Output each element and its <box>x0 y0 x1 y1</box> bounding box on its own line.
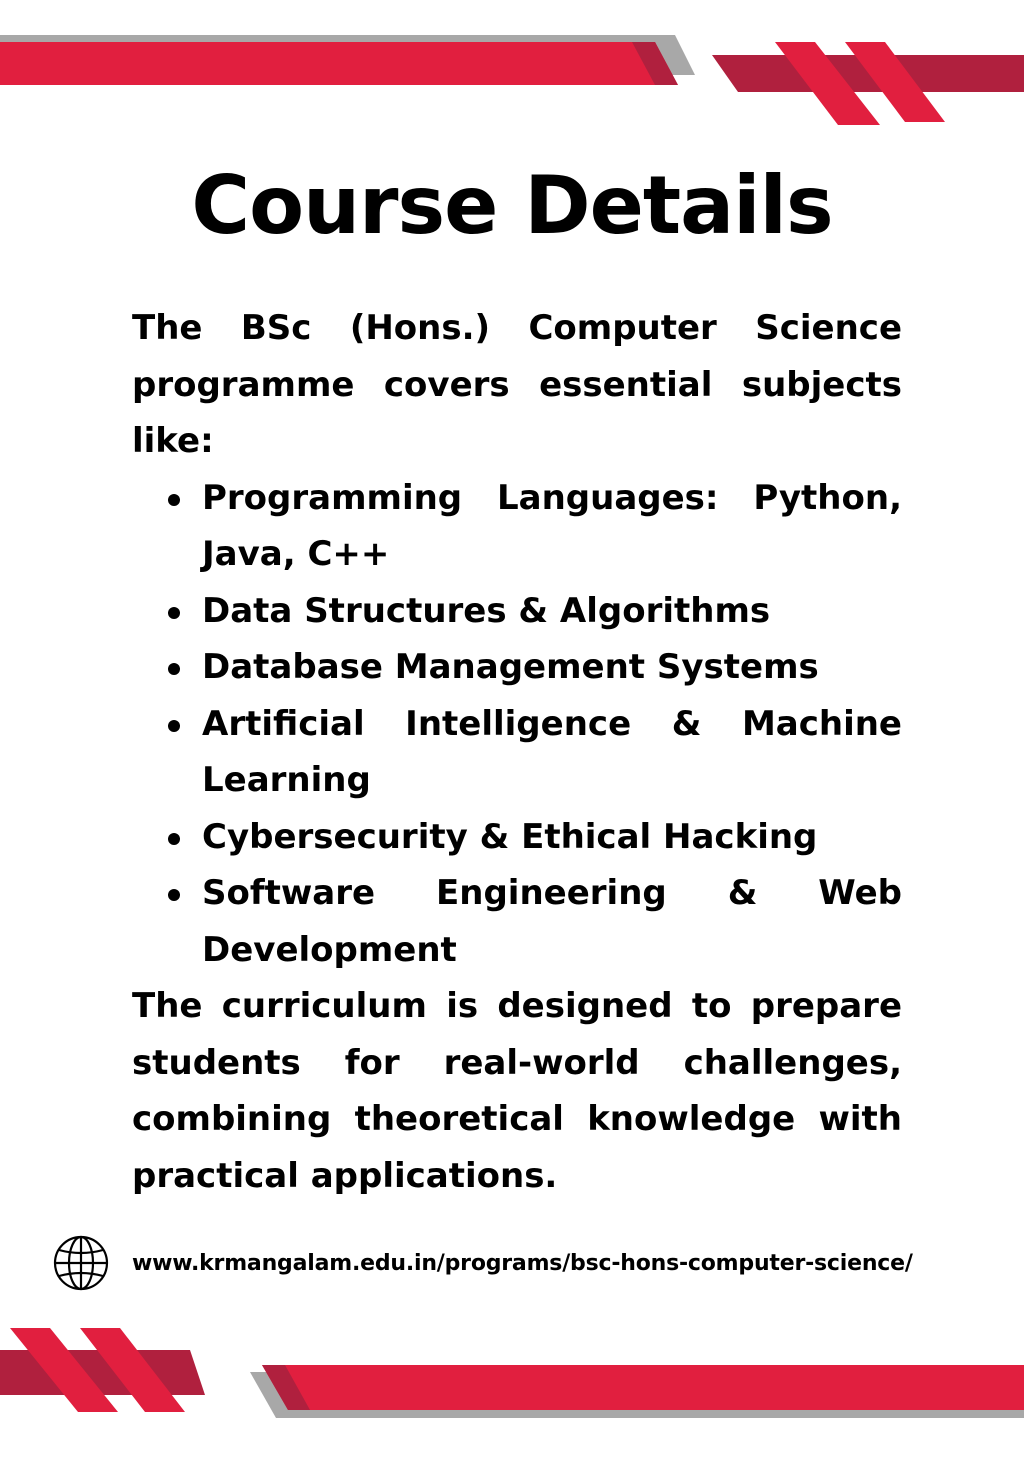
page-title: Course Details <box>191 159 833 252</box>
website-link[interactable]: www.krmangalam.edu.in/programs/bsc-hons-computer-science/ <box>132 1250 913 1276</box>
list-item: Cybersecurity & Ethical Hacking <box>132 809 902 866</box>
intro-paragraph: The BSc (Hons.) Computer Science programme covers essential subjects like: <box>132 308 902 461</box>
list-item: Database Management Systems <box>132 639 902 696</box>
globe-icon <box>52 1234 110 1292</box>
top-stripes-decoration <box>0 30 1024 170</box>
list-item: Programming Languages: Python, Java, C++ <box>132 470 902 583</box>
subjects-list <box>132 470 902 979</box>
bottom-stripes-decoration <box>0 1320 1024 1460</box>
conclusion-paragraph: The curriculum is designed to prepare students for real-world challenges, combining theoretical knowledge with practical applications. <box>132 986 902 1196</box>
list-item: Artificial Intelligence & Machine Learning <box>132 696 902 809</box>
course-description <box>132 300 902 1204</box>
list-item: Data Structures & Algorithms <box>132 583 902 640</box>
footer-website <box>52 1232 913 1294</box>
list-item: Software Engineering & Web Development <box>132 865 902 978</box>
